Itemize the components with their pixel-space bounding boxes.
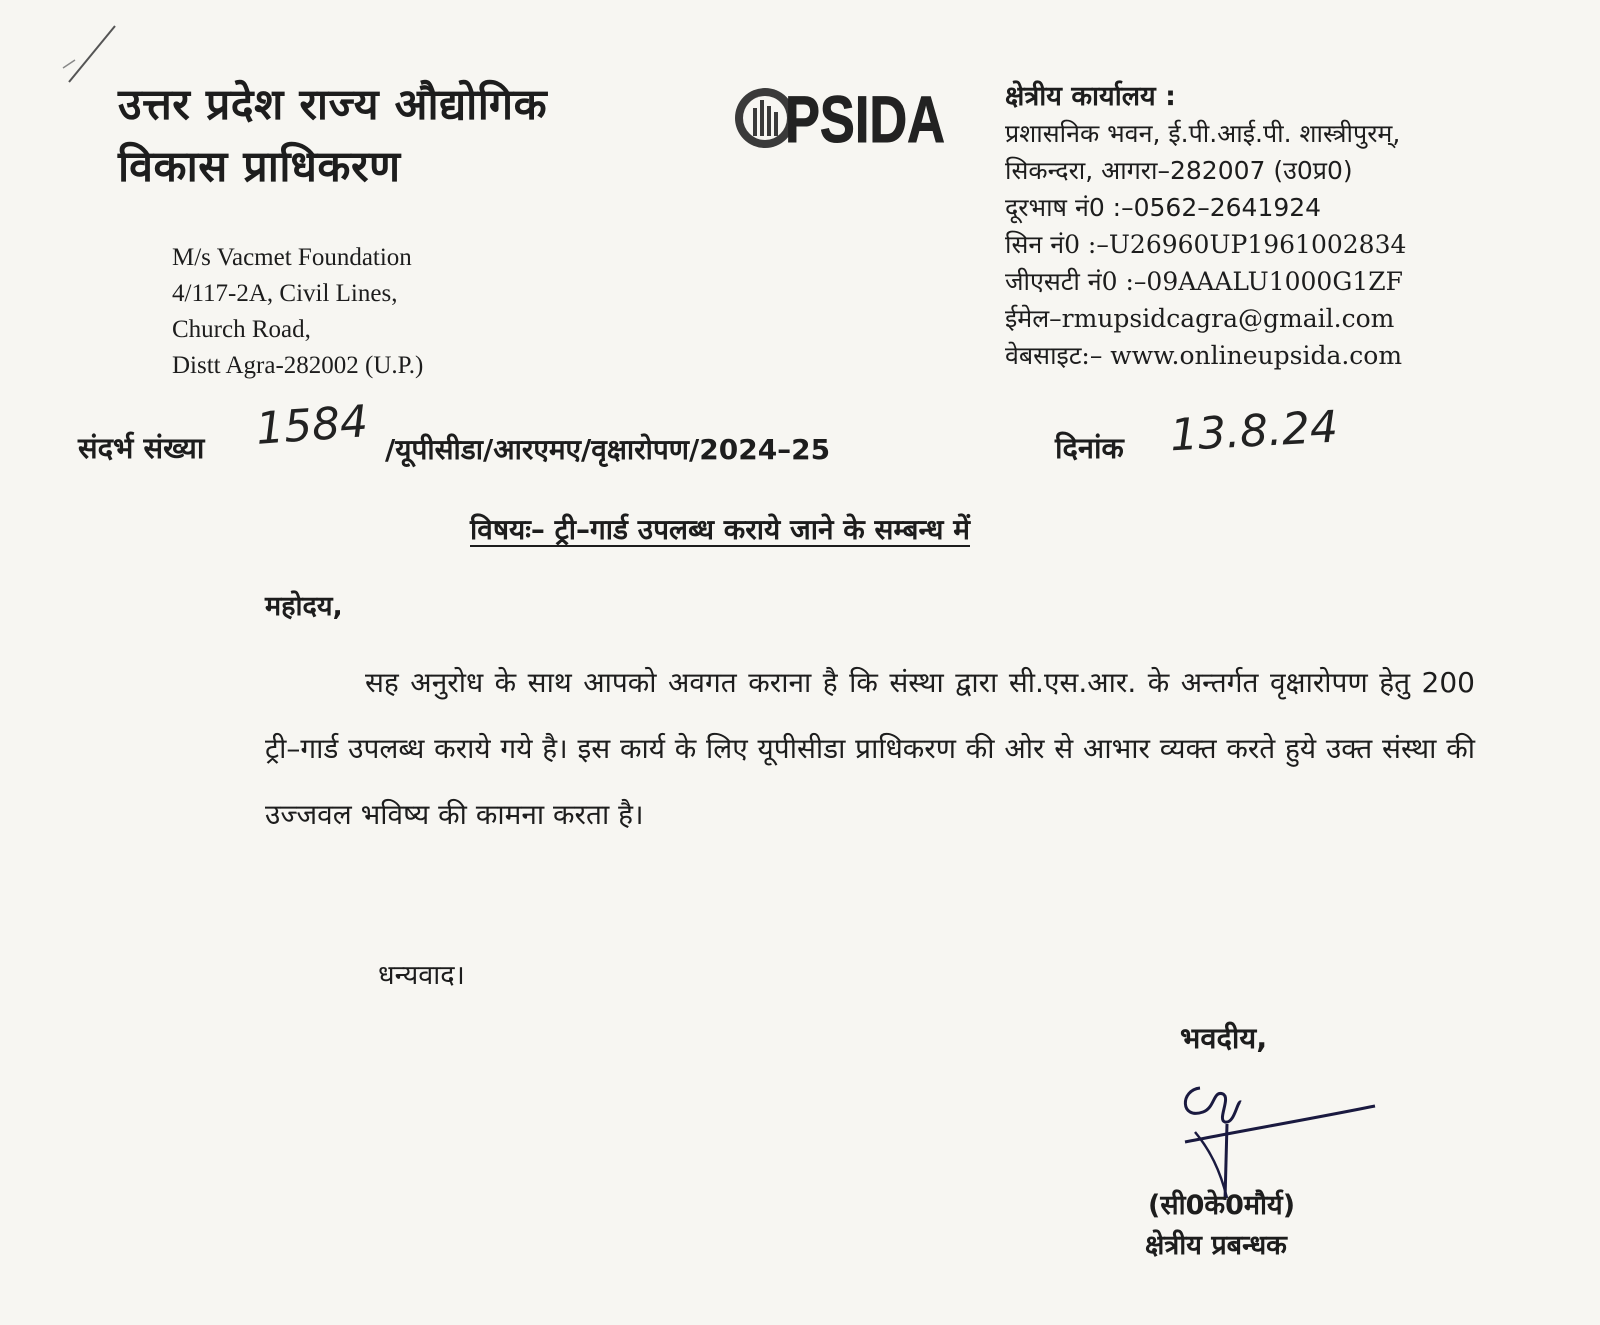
thanks-text: धन्यवाद।: [378, 960, 465, 991]
recipient-line1: M/s Vacmet Foundation: [172, 244, 412, 271]
office-heading: क्षेत्रीय कार्यालय :: [1005, 81, 1176, 112]
subject-line: विषयः– ट्री–गार्ड उपलब्ध कराये जाने के सम्बन्ध में: [470, 513, 970, 546]
upsida-logo: [735, 78, 950, 156]
office-cin: सिन नं0 :–U26960UP1961002834: [1005, 230, 1407, 259]
org-name-line1: उत्तर प्रदेश राज्य औद्योगिक: [118, 80, 548, 130]
recipient-line4: Distt Agra-282002 (U.P.): [172, 352, 424, 379]
org-name-line2: विकास प्राधिकरण: [118, 142, 401, 192]
office-website: वेबसाइट:– www.onlineupsida.com: [1005, 341, 1403, 370]
signatory-designation: क्षेत्रीय प्रबन्धक: [1145, 1230, 1287, 1261]
reference-path: /यूपीसीडा/आरएमए/वृक्षारोपण/2024–25: [385, 433, 831, 466]
reference-number-handwritten: 1584: [254, 396, 370, 455]
date-handwritten: 13.8.24: [1168, 401, 1340, 462]
recipient-line2: 4/117-2A, Civil Lines,: [172, 280, 398, 307]
recipient-line3: Church Road,: [172, 316, 311, 343]
office-gst: जीएसटी नं0 :–09AAALU1000G1ZF: [1005, 267, 1403, 296]
signatory-name: (सी0के0मौर्य): [1148, 1190, 1296, 1221]
office-phone: दूरभाष नं0 :–0562–2641924: [1005, 193, 1322, 222]
organization-name: [118, 74, 547, 198]
office-address-line2: सिकन्दरा, आगरा–282007 (उ0प्र0): [1005, 156, 1353, 185]
letter-body: [265, 650, 1475, 848]
closing-text: भवदीय,: [1180, 1021, 1268, 1055]
svg-text:PSIDA: PSIDA: [785, 82, 945, 156]
office-address-line1: प्रशासनिक भवन, ई.पी.आई.पी. शास्त्रीपुरम्,: [1005, 119, 1401, 148]
letter-body-text: सह अनुरोध के साथ आपको अवगत कराना है कि संस्था द्वारा सी.एस.आर. के अन्तर्गत वृक्षारोपण हेतु 200 ट्री–गार्ड उपलब्ध कराये गये है। इस कार्य के लिए यूपीसीडा प्राधिकरण की ओर से आभार व्यक्त करते हुये उक्त संस्था की उज्जवल भविष्य की कामना करता है।: [265, 666, 1475, 831]
recipient-address: [172, 240, 423, 384]
date-label: दिनांक: [1055, 431, 1124, 465]
reference-label: संदर्भ संख्या: [78, 431, 205, 465]
salutation: महोदय,: [265, 591, 343, 622]
office-email: ईमेल–rmupsidcagra@gmail.com: [1005, 304, 1395, 333]
regional-office-block: [1005, 78, 1406, 374]
